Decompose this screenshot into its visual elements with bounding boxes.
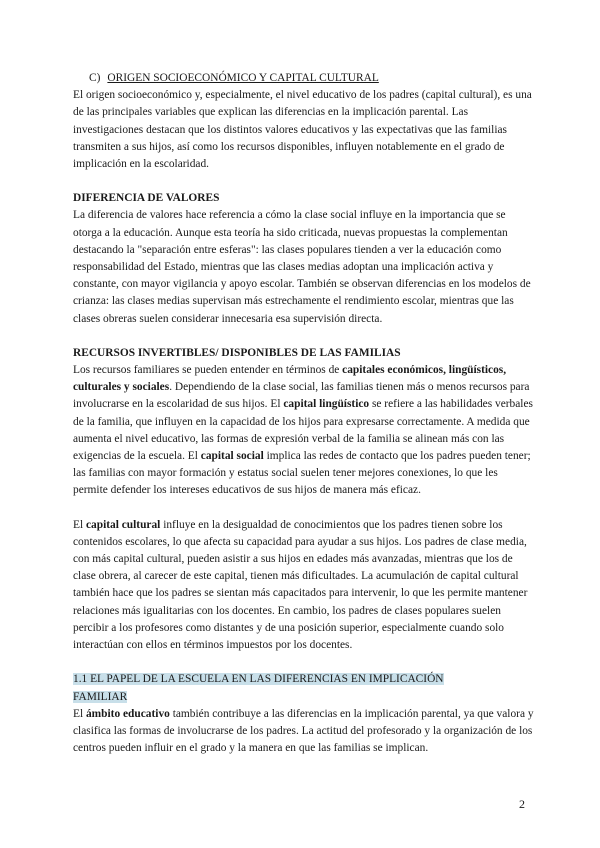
recursos-heading: RECURSOS INVERTIBLES/ DISPONIBLES DE LAS FAMILIAS	[73, 346, 401, 359]
recursos-text-3: se refiere a las habilidades verbales de la familia, que influyen en la capacidad de los hijos para expresarse correctamente. A medida que aumenta el nivel educativo, las formas de expresión verbal de la familia se alinean más con las exigencias de la escuela. El	[73, 398, 533, 463]
section-c-letter: C)	[89, 72, 101, 84]
escuela-text: también contribuye a las diferencias en la implicación parental, ya que valora y clasifica las formas de involucrarse de los padres. La actitud del profesorado y la organización de los centros pueden influir en el grado y la manera en que las familias se implican.	[73, 707, 534, 755]
cultural-paragraph	[73, 517, 535, 655]
recursos-text-4: implica las redes de contacto que los padres pueden tener; las familias con mayor formación y estatus social suelen tener mejores conexiones, lo que les permite defender los intereses educativos de sus hijos de manera más eficaz.	[73, 450, 531, 497]
cultural-bold: capital cultural	[85, 518, 161, 531]
recursos-bold-linguistico: capital lingüístico	[283, 398, 370, 411]
escuela-bold: ámbito educativo	[85, 707, 170, 720]
escuela-lead: El	[73, 707, 86, 720]
page-number: 2	[519, 797, 525, 811]
escuela-paragraph	[73, 706, 535, 758]
escuela-heading-line-2: FAMILIAR	[73, 690, 128, 703]
recursos-text-1: Los recursos familiares se pueden entender en términos de	[73, 364, 343, 377]
section-c-heading	[73, 70, 535, 87]
escuela-heading-line-1: 1.1 EL PAPEL DE LA ESCUELA EN LAS DIFERENCIAS EN IMPLICACIÓN	[73, 673, 444, 686]
recursos-bold-social: capital social	[200, 450, 264, 463]
valores-paragraph: La diferencia de valores hace referencia a cómo la clase social influye en la importancia que se otorga a la educación. Aunque esta teoría ha sido criticada, nuevas propuestas la complementan destacando la "separación entre esferas": las clases populares tienden a ver la educación como responsabilidad del Estado, mientras que las clases medias adoptan una implicación activa y constante, con mayor vigilancia y apoyo escolar. También se observan diferencias en los modelos de crianza: las clases medias supervisan más estrechamente el rendimiento escolar, mientras que las clases obreras suelen considerar innecesaria esa supervisión directa.	[73, 209, 531, 325]
page-content	[73, 70, 535, 757]
recursos-bold-capitales: capitales económicos, lingüísticos, culturales y sociales	[73, 364, 507, 394]
cultural-lead: El	[73, 518, 86, 531]
valores-heading: DIFERENCIA DE VALORES	[73, 192, 220, 205]
recursos-paragraph	[73, 362, 535, 500]
cultural-text: influye en la desigualdad de conocimientos que los padres tienen sobre los contenidos escolares, lo que afecta su capacidad para ayudar a sus hijos. Los padres de clase media, con más capital cultural, pueden asistir a sus hijos en edades más avanzadas, mientras que los de clase obrera, al carecer de este capital, tienen más dificultades. La acumulación de capital cultural también hace que los padres se sientan más capacitados para intervenir, lo que les permite mantener relaciones más igualitarias con los docentes. En cambio, los padres de clases populares suelen percibir a los profesores como distantes y de una posición superior, especialmente cuando solo interactúan con ellos en términos impuestos por los docentes.	[73, 518, 528, 652]
section-c-title: ORIGEN SOCIOECONÓMICO Y CAPITAL CULTURAL	[107, 72, 379, 84]
section-c-paragraph: El origen socioeconómico y, especialmente, el nivel educativo de los padres (capital cultural), es una de las principales variables que explican las diferencias en la implicación parental. Las investigaciones destacan que los distintos valores educativos y las expectativas que las familias transmiten a sus hijos, así como los recursos disponibles, influyen notablemente en el grado de implicación en la escolaridad.	[73, 89, 532, 171]
escuela-heading	[73, 671, 535, 705]
recursos-text-2: . Dependiendo de la clase social, las familias tienen más o menos recursos para involucrarse en la escolaridad de sus hijos. El	[73, 381, 530, 411]
